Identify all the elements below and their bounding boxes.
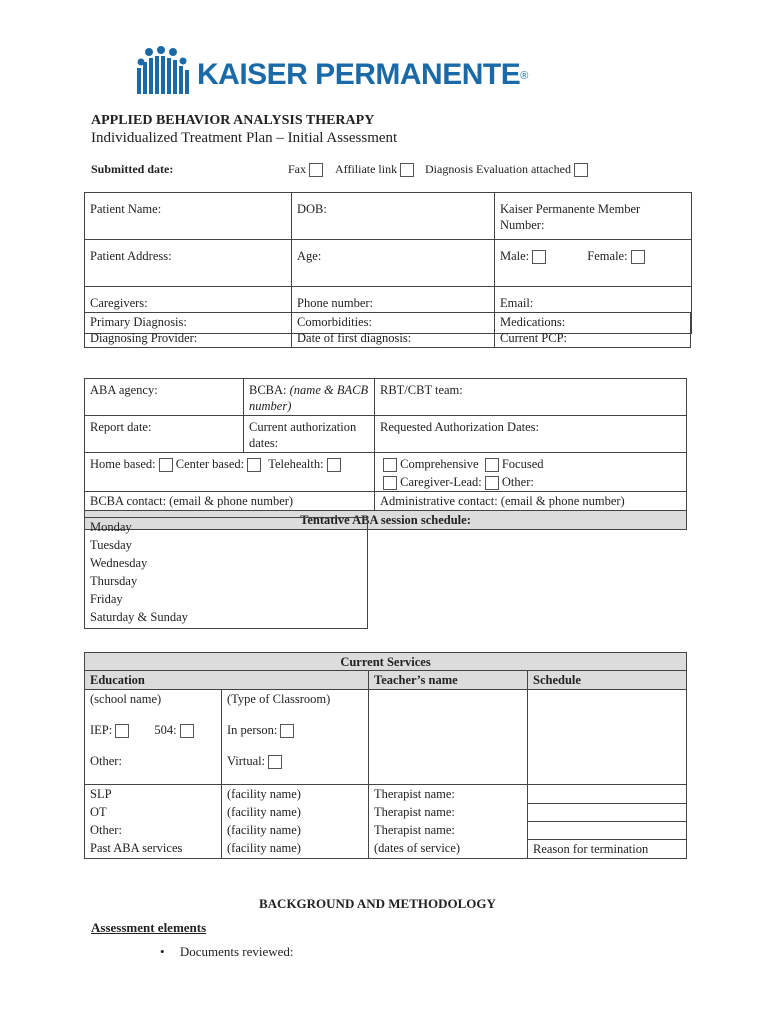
bullet-icon: •	[160, 944, 165, 959]
service-schedule-cell[interactable]	[528, 803, 687, 821]
patient-address-cell[interactable]: Patient Address:	[85, 240, 292, 287]
registered-mark: ®	[520, 70, 528, 83]
schedule-day-row[interactable]: Saturday & Sunday	[85, 608, 368, 629]
aba-table	[84, 378, 687, 530]
primary-diagnosis-cell[interactable]: Primary Diagnosis: Diagnosing Provider:	[85, 313, 292, 348]
email-cell[interactable]: Email:	[495, 287, 692, 334]
diagnosis-eval-checkbox[interactable]	[574, 163, 588, 177]
affiliate-label: Affiliate link	[335, 162, 398, 176]
setting-cell	[85, 453, 375, 492]
service-schedule-cell[interactable]: Reason for termination	[528, 839, 687, 858]
comprehensive-checkbox[interactable]	[383, 458, 397, 472]
patient-name-cell[interactable]: Patient Name:	[85, 193, 292, 240]
phone-cell[interactable]: Phone number:	[292, 287, 495, 334]
other-service-label: Other:	[501, 475, 534, 490]
in-person-cell	[222, 716, 369, 747]
center-based-checkbox[interactable]	[247, 458, 261, 472]
schedule-header: Schedule	[528, 671, 687, 690]
facility-cell[interactable]: (facility name)	[222, 785, 369, 804]
fax-checkbox[interactable]	[309, 163, 323, 177]
schedule-days-table	[84, 517, 368, 629]
current-auth-cell[interactable]: Current authorization dates:	[244, 416, 375, 453]
comorbidities-cell[interactable]: Comorbidities: Date of first diagnosis:	[292, 313, 495, 348]
service-name-cell[interactable]: OT	[85, 803, 222, 821]
service-name-cell[interactable]: Past ABA services	[85, 839, 222, 858]
first-diagnosis-label: Date of first diagnosis:	[297, 331, 412, 345]
service-type-cell	[375, 453, 687, 492]
table-row	[85, 785, 687, 804]
classroom-type-cell[interactable]: (Type of Classroom)	[222, 690, 369, 717]
table-row	[85, 803, 687, 821]
table-row	[85, 839, 687, 858]
services-title-cell: Current Services	[85, 653, 687, 671]
diagnosing-provider-label: Diagnosing Provider:	[90, 331, 198, 345]
focused-label: Focused	[501, 457, 544, 471]
504-label: 504:	[154, 723, 177, 737]
diagnosis-eval-label: Diagnosis Evaluation attached	[425, 162, 571, 176]
caregivers-cell[interactable]: Caregivers:	[85, 287, 292, 334]
virtual-checkbox[interactable]	[268, 755, 282, 769]
male-checkbox[interactable]	[532, 250, 546, 264]
iep-checkbox[interactable]	[115, 724, 129, 738]
female-checkbox[interactable]	[631, 250, 645, 264]
schedule-day-row[interactable]: Tuesday	[85, 536, 368, 554]
affiliate-option[interactable]	[335, 162, 414, 177]
schedule-title-cell: Tentative ABA session schedule:	[85, 511, 687, 530]
service-name-cell[interactable]: SLP	[85, 785, 222, 804]
therapist-cell[interactable]: Therapist name:	[369, 785, 528, 804]
comprehensive-label: Comprehensive	[400, 457, 479, 471]
page-title: APPLIED BEHAVIOR ANALYSIS THERAPY	[91, 113, 375, 128]
service-schedule-cell[interactable]	[528, 785, 687, 804]
fax-label: Fax	[288, 162, 306, 176]
table-row	[85, 821, 687, 839]
admin-contact-cell[interactable]: Administrative contact: (email & phone number)	[375, 492, 687, 511]
schedule-day-row[interactable]: Friday	[85, 590, 368, 608]
page-subtitle: Individualized Treatment Plan – Initial Assessment	[91, 130, 398, 146]
bcba-contact-cell[interactable]: BCBA contact: (email & phone number)	[85, 492, 375, 511]
diagnosis-table	[84, 312, 691, 348]
logo-text: KAISER PERMANENTE®	[197, 58, 528, 91]
home-based-label: Home based:	[90, 457, 156, 471]
dob-cell[interactable]: DOB:	[292, 193, 495, 240]
bcba-note: (name & BACB number)	[249, 383, 369, 413]
teacher-name-cell[interactable]	[369, 690, 528, 785]
other-service-checkbox[interactable]	[485, 476, 499, 490]
service-schedule-cell[interactable]	[528, 821, 687, 839]
pcp-label: Current PCP:	[500, 331, 568, 345]
requested-auth-cell[interactable]: Requested Authorization Dates:	[375, 416, 687, 453]
diagnosis-eval-option[interactable]	[425, 162, 588, 177]
documents-reviewed-label: Documents reviewed:	[179, 944, 294, 959]
telehealth-checkbox[interactable]	[327, 458, 341, 472]
people-logo-icon	[135, 46, 195, 96]
member-number-cell[interactable]: Kaiser Permanente Member Number:	[495, 193, 692, 240]
gender-cell	[495, 240, 692, 287]
aba-agency-cell[interactable]: ABA agency:	[85, 379, 244, 416]
iep-504-cell	[85, 716, 222, 747]
facility-cell[interactable]: (facility name)	[222, 821, 369, 839]
therapist-cell[interactable]: Therapist name:	[369, 821, 528, 839]
therapist-cell[interactable]: (dates of service)	[369, 839, 528, 858]
rbt-team-cell[interactable]: RBT/CBT team:	[375, 379, 687, 416]
virtual-label: Virtual:	[227, 754, 266, 768]
telehealth-label: Telehealth:	[268, 457, 324, 471]
fax-option[interactable]	[288, 162, 323, 177]
report-date-cell[interactable]: Report date:	[85, 416, 244, 453]
assessment-elements-heading: Assessment elements	[91, 920, 207, 935]
facility-cell[interactable]: (facility name)	[222, 803, 369, 821]
kaiser-logo	[135, 46, 545, 96]
therapist-cell[interactable]: Therapist name:	[369, 803, 528, 821]
submitted-date-label: Submitted date:	[91, 162, 174, 176]
in-person-label: In person:	[227, 723, 278, 737]
list-item	[160, 944, 294, 960]
male-label: Male:	[500, 249, 530, 263]
service-name-cell[interactable]: Other:	[85, 821, 222, 839]
teacher-header: Teacher’s name	[369, 671, 528, 690]
schedule-day-row[interactable]: Thursday	[85, 572, 368, 590]
education-other-cell[interactable]: Other:	[85, 747, 222, 785]
school-name-cell[interactable]: (school name)	[85, 690, 222, 717]
virtual-cell	[222, 747, 369, 785]
age-cell[interactable]: Age:	[292, 240, 495, 287]
504-checkbox[interactable]	[180, 724, 194, 738]
medications-cell[interactable]: Medications: Current PCP:	[495, 313, 691, 348]
affiliate-checkbox[interactable]	[400, 163, 414, 177]
facility-cell[interactable]: (facility name)	[222, 839, 369, 858]
focused-checkbox[interactable]	[485, 458, 499, 472]
center-based-label: Center based:	[175, 457, 245, 471]
female-label: Female:	[587, 249, 628, 263]
caregiver-lead-label: Caregiver-Lead:	[400, 475, 482, 490]
current-services-table	[84, 652, 687, 859]
background-heading: BACKGROUND AND METHODOLOGY	[259, 896, 496, 911]
caregiver-lead-checkbox[interactable]	[383, 476, 397, 490]
education-schedule-cell[interactable]	[528, 690, 687, 785]
iep-label: IEP:	[90, 723, 113, 737]
education-header: Education	[85, 671, 369, 690]
in-person-checkbox[interactable]	[280, 724, 294, 738]
schedule-day-row[interactable]: Monday	[85, 518, 368, 537]
bcba-cell[interactable]: BCBA: (name & BACB number)	[244, 379, 375, 416]
home-based-checkbox[interactable]	[159, 458, 173, 472]
schedule-day-row[interactable]: Wednesday	[85, 554, 368, 572]
